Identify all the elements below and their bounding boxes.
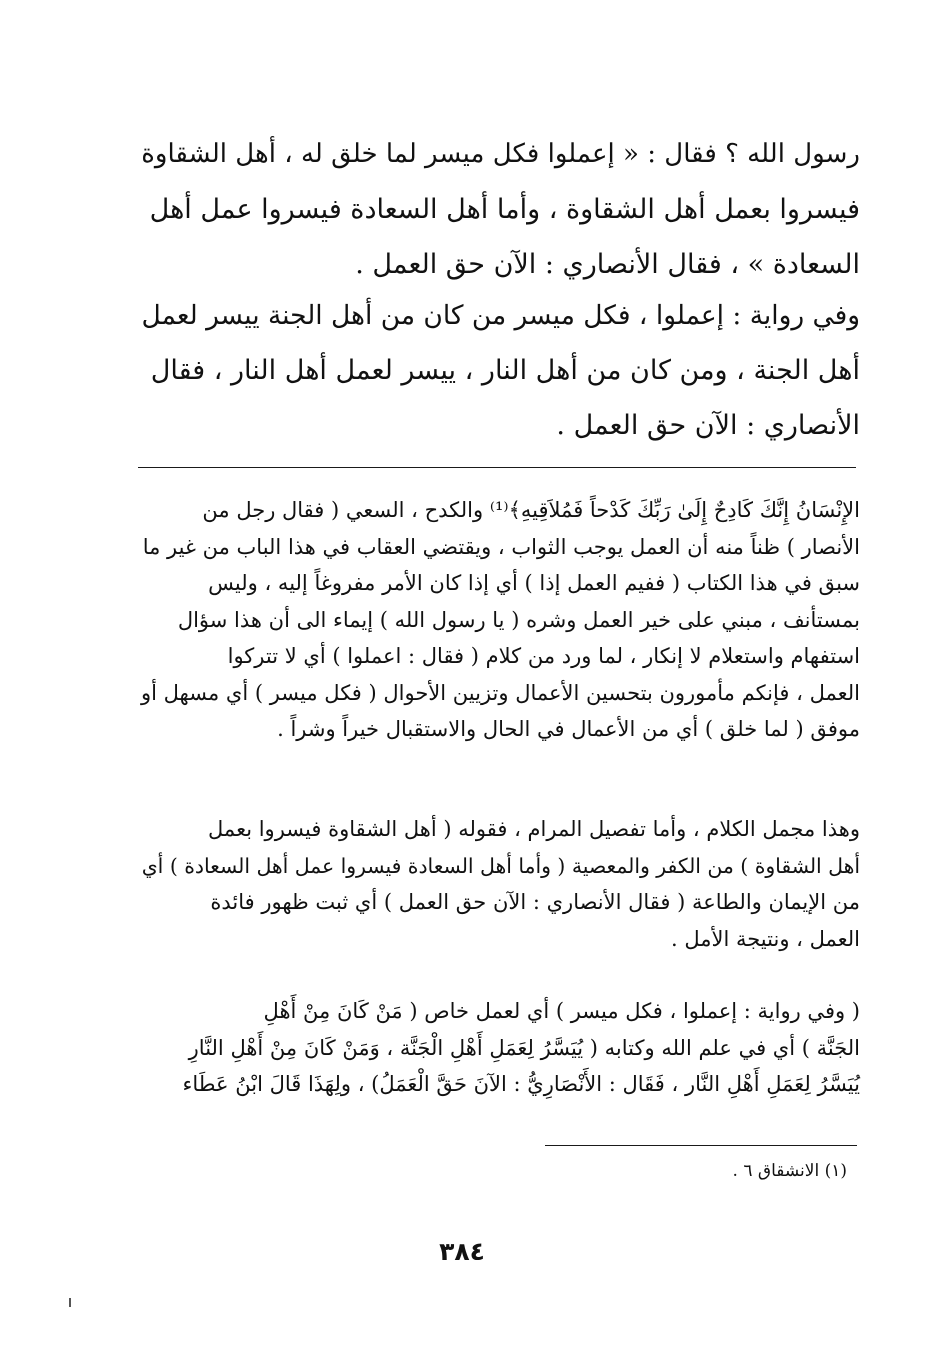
- text-line: ( وفي رواية : إعملوا ، فكل ميسر ) أي لعمل خاص ( مَنْ كَانَ مِنْ أَهْلِ: [263, 999, 860, 1023]
- text-line: أهل الشقاوة ) من الكفر والمعصية ( وأما أهل السعادة فيسروا عمل أهل السعادة ) أي: [141, 853, 860, 878]
- main-paragraph-2: [130, 288, 860, 453]
- text-line: أهل الجنة ، ومن كان من أهل النار ، ييسر لعمل أهل النار ، فقال: [150, 355, 860, 386]
- text-line: العمل ، ونتيجة الأمل .: [671, 926, 860, 951]
- text-line: سبق في هذا الكتاب ( ففيم العمل إذا ) أي إذا كان الأمر مفروغاً إليه ، وليس: [208, 571, 860, 595]
- text-line: وفي رواية : إعملوا ، فكل ميسر من كان من أهل الجنة ييسر لعمل: [141, 300, 860, 331]
- text-line: وهذا مجمل الكلام ، وأما تفصيل المرام ، فقوله ( أهل الشقاوة فيسروا بعمل: [208, 817, 860, 841]
- main-paragraph-1: [130, 127, 860, 292]
- text-line: السعادة » ، فقال الأنصاري : الآن حق العمل .: [355, 249, 860, 280]
- text-line: فيسروا بعمل أهل الشقاوة ، وأما أهل السعادة فيسروا عمل أهل: [149, 194, 860, 225]
- text-line: يُيَسَّرُ لِعَمَلِ أَهْلِ النَّار ، فَقَال : الأَنْصَارِيُّ : الآنَ حَقَّ الْعَمَلُ) ، ولِهَذَا قَالَ ابْنُ عَطَاء: [182, 1072, 860, 1096]
- text-line: العمل ، فإنكم مأمورون بتحسين الأعمال وتزيين الأحوال ( فكل ميسر ) أي مسهل أو: [141, 680, 860, 705]
- text-line: من الإيمان والطاعة ( فقال الأنصاري : الآن حق العمل ) أي ثبت ظهور فائدة: [210, 890, 860, 914]
- scan-speck: [69, 1298, 71, 1307]
- footnote: (١) الانشقاق ٦ .: [732, 1161, 847, 1181]
- text-line: الجَنَّة ) أي في علم الله وكتابه ( يُيَسَّرُ لِعَمَلِ أَهْلِ الْجَنَّة ، وَمَنْ كَانَ مِنْ أَهْلِ النَّارِ: [188, 1035, 860, 1060]
- footnote-divider: [545, 1145, 857, 1146]
- text-line: بمستأنف ، مبني على خير العمل وشره ( يا رسول الله ) إيماء الى أن هذا سؤال: [177, 607, 860, 632]
- section-divider: [138, 467, 856, 468]
- text-line: رسول الله ؟ فقال : « إعملوا فكل ميسر لما خلق له ، أهل الشقاوة: [141, 139, 860, 169]
- text-line: الإِنْسَانُ إِنَّكَ كَادِحٌ إِلَىٰ رَبِّكَ كَدْحاً فَمُلاَقِيهِ﴾⁽¹⁾ والكدح ، السعي ( فقال رجل من: [202, 498, 860, 522]
- text-line: الأنصاري : الآن حق العمل .: [556, 410, 860, 441]
- text-line: موفق ( لما خلق ) أي من الأعمال في الحال والاستقبال خيراً وشراً .: [277, 717, 860, 741]
- commentary-paragraph-2: [130, 811, 860, 957]
- commentary-paragraph-3: [130, 993, 860, 1103]
- text-line: الأنصار ) ظناً منه أن العمل يوجب الثواب ، ويقتضي العقاب في هذا الباب من غير ما: [142, 534, 860, 559]
- page-number: ٣٨٤: [439, 1237, 485, 1266]
- text-line: استفهام واستعلام لا إنكار ، لما ورد من كلام ( فقال : اعملوا ) أي لا تتركوا: [227, 644, 860, 668]
- commentary-paragraph-1: [130, 492, 860, 748]
